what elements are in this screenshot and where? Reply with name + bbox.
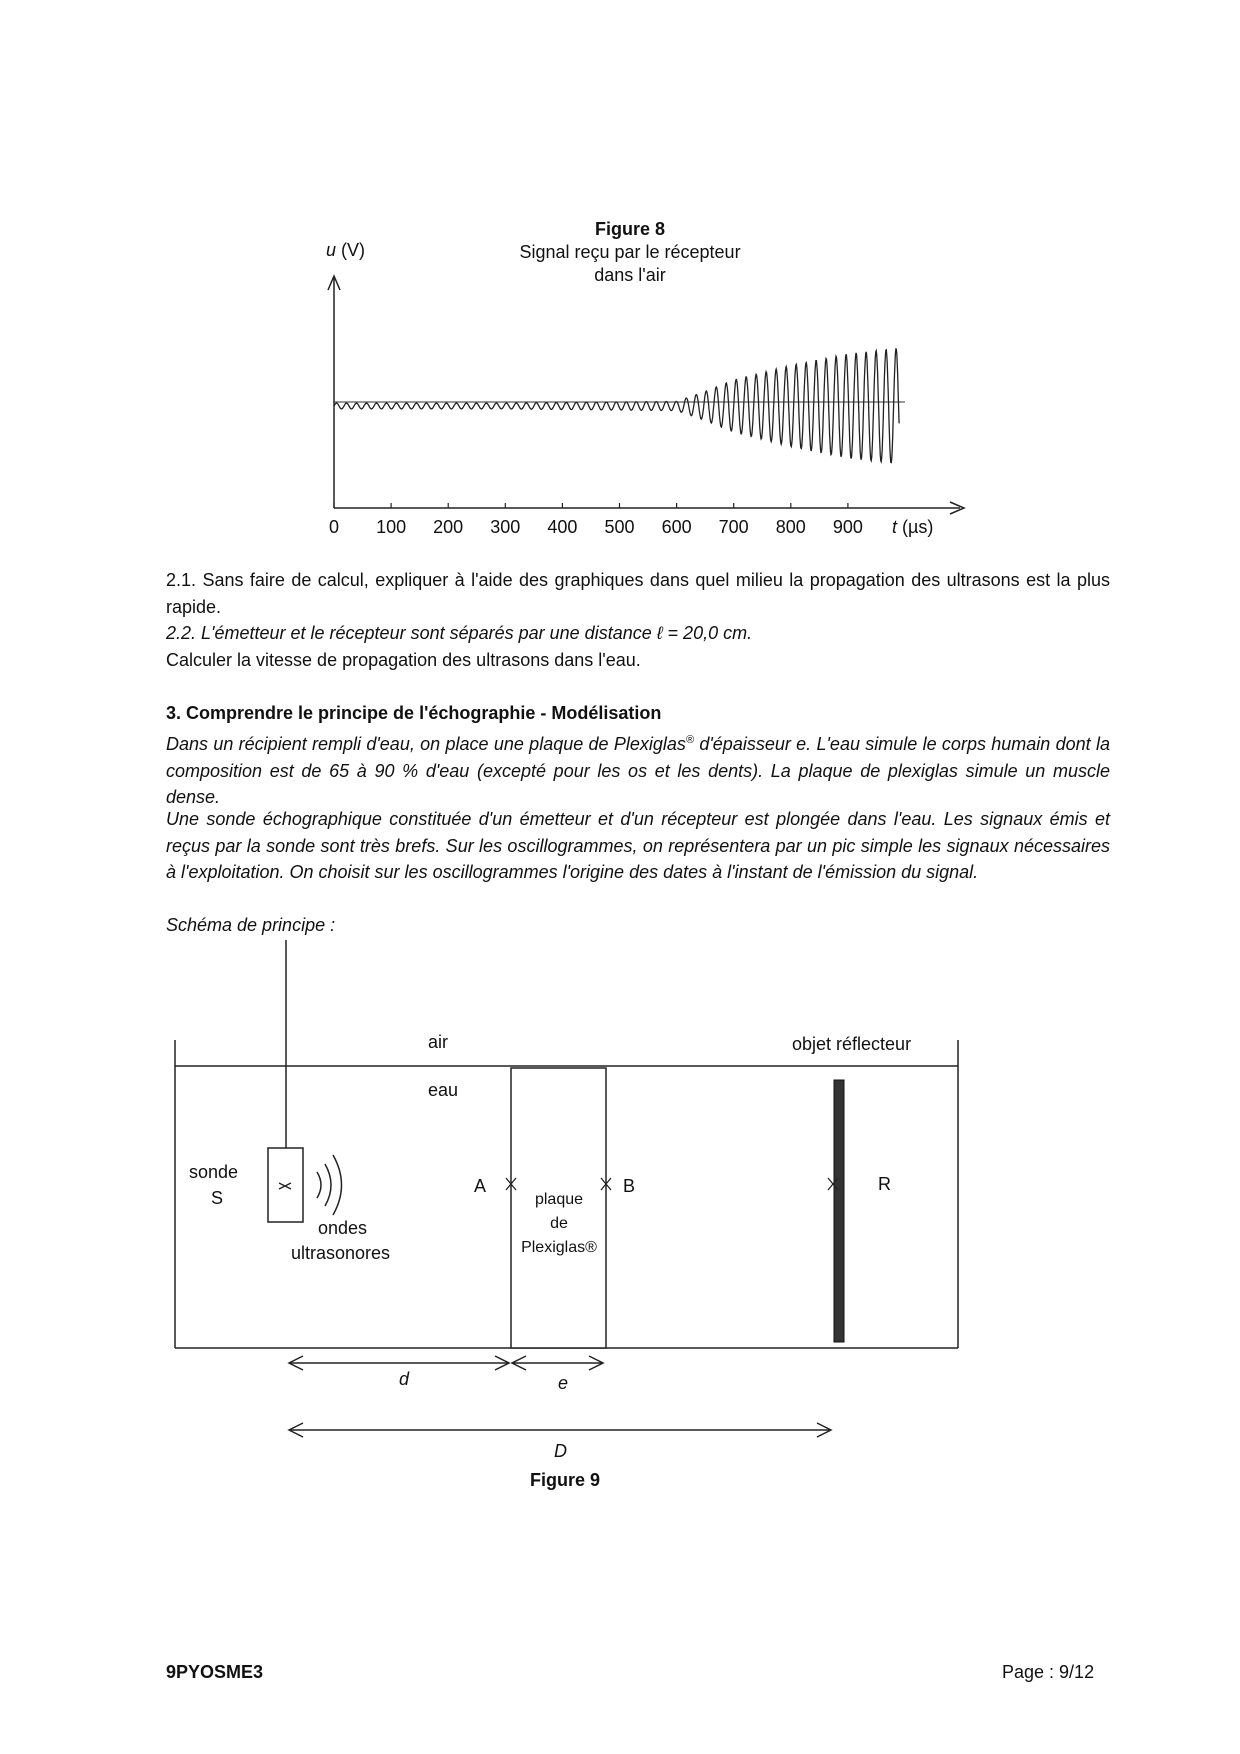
label-s: S xyxy=(211,1188,224,1208)
x-tick-label: 500 xyxy=(604,517,635,537)
question-2-2-ask: Calculer la vitesse de propagation des ultrasons dans l'eau. xyxy=(166,650,641,670)
label-air: air xyxy=(428,1032,449,1052)
label-d: d xyxy=(399,1369,410,1389)
x-tick-label: 300 xyxy=(490,517,521,537)
x-tick-label: 400 xyxy=(547,517,578,537)
label-b: B xyxy=(623,1176,636,1196)
label-a: A xyxy=(474,1176,487,1196)
para1-part-b: d'épaisseur e. L'eau simule le corps humain dont la composition est de 65 à 90 % d'eau (excepté pour les os et les dents). La plaque de plexiglas simule un muscle dense. xyxy=(166,734,1110,807)
label-plaque: plaque xyxy=(534,1191,584,1208)
wave-arc-3-icon xyxy=(333,1155,342,1215)
x-tick-label: 700 xyxy=(718,517,749,537)
x-tick-label: 0 xyxy=(328,517,340,537)
label-de: de xyxy=(550,1215,568,1232)
label-objet-reflecteur: objet réflecteur xyxy=(792,1034,912,1054)
section3-heading: 3. Comprendre le principe de l'échographie - Modélisation xyxy=(166,703,662,723)
x-axis-var: t xyxy=(892,517,898,537)
label-e: e xyxy=(558,1373,569,1393)
label-eau: eau xyxy=(428,1080,459,1100)
probe-box xyxy=(268,1148,303,1222)
wave-arc-1-icon xyxy=(317,1172,321,1198)
label-sonde: sonde xyxy=(189,1162,239,1182)
figure8-number: Figure 8 xyxy=(594,219,665,239)
label-ultrasonores: ultrasonores xyxy=(291,1243,391,1263)
dimension-d-arrow xyxy=(289,1356,509,1370)
question-2-1: 2.1. Sans faire de calcul, expliquer à l'aide des graphiques dans quel milieu la propagation des ultrasons est la plus rapide. xyxy=(166,570,1110,617)
figure8-caption-line2: dans l'air xyxy=(594,265,666,285)
dimension-D-arrow xyxy=(289,1423,831,1437)
page-number: Page : 9/12 xyxy=(1002,1662,1095,1682)
label-ondes: ondes xyxy=(318,1218,368,1238)
label-plexiglas: Plexiglas® xyxy=(521,1239,597,1256)
y-axis-var: u xyxy=(326,240,337,260)
x-tick-label: 800 xyxy=(775,517,806,537)
dimension-e-arrow xyxy=(512,1356,603,1370)
question-2-2-given: 2.2. L'émetteur et le récepteur sont séparés par une distance ℓ = 20,0 cm. xyxy=(166,623,753,643)
section3-paragraph2: Une sonde échographique constituée d'un émetteur et d'un récepteur est plongée dans l'eau. Les signaux émis et reçus par la sonde sont très brefs. Sur les oscillogrammes, on représentera par un pic simple les signaux nécessaires à l'exploitation. On choisit sur les oscillogrammes l'origine des dates à l'instant de l'émission du signal. xyxy=(166,809,1110,882)
document-code: 9PYOSME3 xyxy=(166,1662,264,1682)
figure8-caption-line1: Signal reçu par le récepteur xyxy=(519,242,741,262)
reflector-object xyxy=(834,1080,844,1342)
figure9-caption: Figure 9 xyxy=(530,1470,601,1490)
plate-label xyxy=(513,1188,605,1260)
x-tick-label: 600 xyxy=(661,517,692,537)
x-axis-unit: (µs) xyxy=(902,517,934,537)
x-tick-label: 200 xyxy=(433,517,464,537)
label-r: R xyxy=(878,1174,891,1194)
para1-part-a: Dans un récipient rempli d'eau, on place une plaque de Plexiglas xyxy=(166,734,686,754)
label-D: D xyxy=(554,1441,567,1461)
x-tick-label: 100 xyxy=(376,517,407,537)
schema-label: Schéma de principe : xyxy=(166,915,336,935)
x-tick-label: 900 xyxy=(832,517,863,537)
wave-arc-2-icon xyxy=(325,1164,331,1206)
y-axis-unit: (V) xyxy=(341,240,366,260)
registered-mark: ® xyxy=(685,734,695,746)
